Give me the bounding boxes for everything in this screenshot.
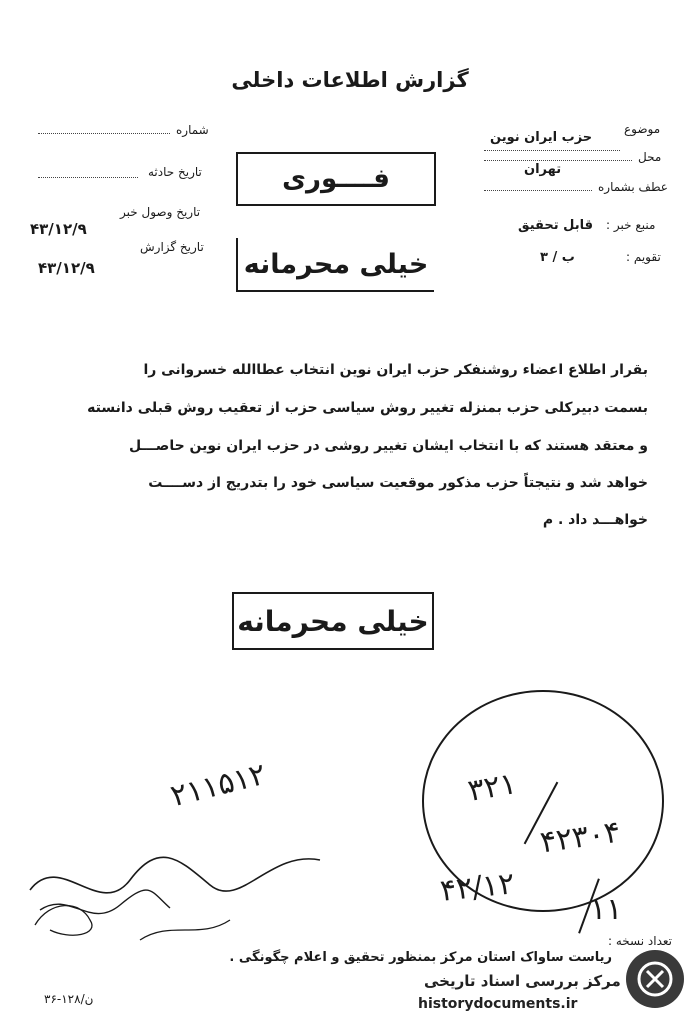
subject-dots — [484, 150, 620, 151]
number-label: شماره — [176, 123, 209, 137]
body-line-2: بسمت دبیرکلی حزب بمنزله تغییر روش سیاسی حزب از تعقیب روش قبلی دانسته — [87, 400, 648, 416]
subject-value: حزب ایران نوین — [490, 130, 593, 145]
secret-stamp-top: خیلی محرمانه — [236, 238, 434, 292]
watermark-logo-icon — [626, 950, 684, 1008]
source-value: قابل تحقیق — [518, 218, 594, 233]
handwritten-number: ۲۱۱۵۱۲ — [167, 756, 270, 815]
body-line-4: خواهد شد و نتیجتاً حزب مذکور موقعیت سیاسی خود را بتدریج از دســــت — [148, 475, 648, 491]
incident-date-label: تاریخ حادثه — [148, 165, 202, 179]
circle-number-bottom: ۴۲/۱۲ — [438, 866, 517, 909]
document-title: گزارش اطلاعات داخلی — [231, 68, 469, 92]
recipient-line: ریاست ساواک استان مرکز بمنظور تحقیق و اعلام چگونگی . — [229, 950, 612, 965]
urgent-stamp: فــــوری — [236, 152, 436, 206]
body-line-1: بقرار اطلاع اعضاء روشنفکر حزب ایران نوین انتخاب عطاالله خسروانی را — [143, 362, 648, 378]
reference-code: ن/۱۲۸-۳۶ — [44, 992, 94, 1006]
location-dots — [484, 160, 632, 161]
location-value: تهران — [524, 162, 562, 177]
body-line-5: خواهـــد داد . م — [542, 512, 648, 528]
number-dots — [38, 133, 170, 134]
calendar-label: تقویم : — [626, 250, 661, 264]
secret-stamp-bottom: خیلی محرمانه — [232, 592, 434, 650]
circle-number-top: ۳۲۱ — [465, 766, 520, 809]
reference-label: عطف بشماره — [598, 180, 668, 194]
incident-date-dots — [38, 177, 138, 178]
copies-label: تعداد نسخه : — [608, 934, 673, 948]
report-date-label: تاریخ گزارش — [140, 240, 204, 254]
circle-number-bottom-right: ۱۱ — [590, 892, 623, 927]
body-line-3: و معتقد هستند که با انتخاب ایشان تغییر روشی در حزب ایران نوین حاصـــل — [128, 438, 648, 454]
handwritten-signature — [20, 830, 350, 950]
watermark-center-name: مرکز بررسی اسناد تاریخی — [424, 972, 621, 990]
reference-dots — [484, 190, 592, 191]
receipt-date-label: تاریخ وصول خبر — [120, 205, 201, 219]
receipt-date-value: ۴۳/۱۲/۹ — [30, 220, 87, 238]
location-label: محل — [638, 150, 662, 164]
calendar-value: ب / ۳ — [540, 250, 575, 265]
subject-label: موضوع — [624, 122, 661, 136]
report-date-value: ۴۳/۱۲/۹ — [38, 259, 95, 277]
watermark-site: historydocuments.ir — [418, 996, 578, 1012]
source-label: منبع خبر : — [606, 218, 656, 232]
circle-number-mid: ۴۲۳۰۴ — [537, 814, 623, 861]
